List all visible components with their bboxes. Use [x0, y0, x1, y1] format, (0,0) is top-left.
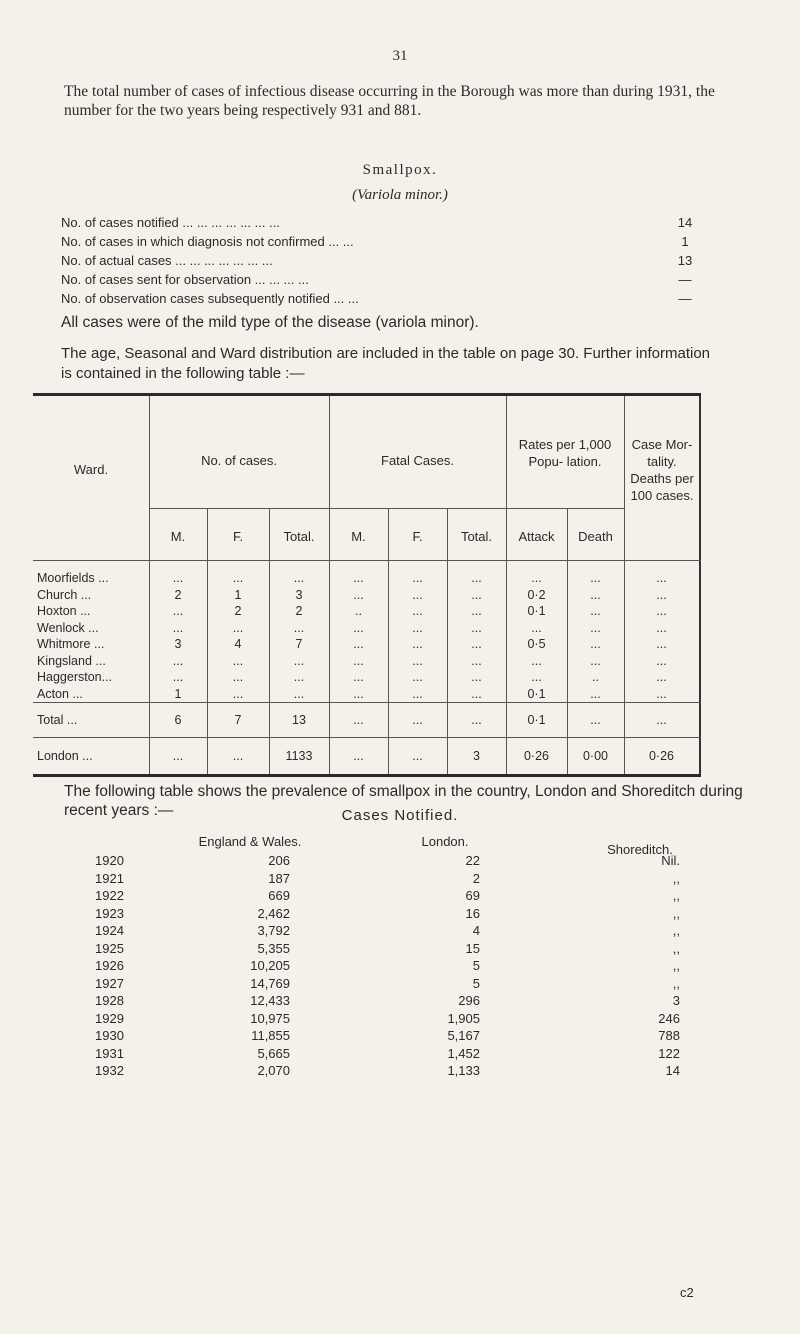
ward-cell-ft: ... [471, 604, 482, 618]
ward-cell-ff: ... [412, 587, 423, 602]
ward-cell-m: ... [172, 604, 184, 618]
cases-cell-london: 4 [472, 923, 480, 938]
cases-cell-england: 10,975 [250, 1010, 290, 1026]
ward-cell-attack: 0·5 [527, 637, 546, 651]
ward-name: Moorfields ... [37, 571, 109, 585]
ward-cell-m: 1 [174, 686, 182, 701]
cases-cell-shoreditch: 788 [658, 1028, 680, 1043]
ward-cell-ff: ... [412, 571, 423, 585]
ward-name: Whitmore ... [37, 637, 105, 651]
cases-cell-london: 15 [465, 940, 480, 956]
header-england-wales: England & Wales. [198, 834, 302, 849]
header-f: F. [232, 529, 244, 544]
ward-cell-m: 6 [174, 713, 182, 727]
cases-cell-london: 5 [472, 975, 480, 991]
cases-cell-england: 2,070 [257, 1063, 290, 1078]
row-divider [33, 737, 701, 738]
stat-label: No. of cases in which diagnosis not confirmed ... ... [61, 234, 354, 249]
stat-row [61, 251, 713, 270]
ward-cell-fm: ... [353, 587, 364, 602]
ward-cell-death: ... [590, 604, 601, 618]
cases-cell-shoreditch: 122 [658, 1045, 680, 1061]
ward-cell-f: 7 [234, 713, 242, 727]
cases-cell-shoreditch: ,, [672, 870, 680, 886]
ward-cell-ff: ... [412, 713, 423, 727]
ward-cell-mort: ... [656, 653, 667, 668]
ward-cell-mort: ... [656, 713, 667, 727]
cases-cell-england: 187 [268, 870, 290, 886]
page-number: 31 [392, 48, 408, 64]
header-no-of-cases: No. of cases. [201, 453, 277, 468]
cases-cell-year: 1928 [95, 993, 124, 1008]
ward-cell-f: ... [232, 686, 244, 701]
ward-cell-mort: 0·26 [648, 749, 675, 763]
header-fatal-total: Total. [460, 529, 493, 544]
cases-row [0, 852, 800, 869]
ward-cell-mort: ... [656, 571, 667, 585]
stat-value: — [678, 291, 692, 306]
ward-cell-m: ... [172, 653, 184, 668]
ward-cell-death: ... [590, 713, 601, 727]
cases-cell-london: 1,133 [447, 1063, 480, 1078]
ward-cell-death: ... [590, 653, 601, 668]
ward-cell-total: 7 [295, 637, 303, 651]
row-divider [149, 508, 624, 509]
cases-row [0, 887, 800, 904]
smallpox-stats [61, 213, 713, 308]
cases-cell-england: 14,769 [250, 975, 290, 991]
ward-cell-f: ... [232, 749, 244, 763]
cases-row [0, 1062, 800, 1079]
ward-cell-total: ... [293, 670, 305, 684]
ward-cell-death: ... [590, 620, 601, 635]
cases-cell-london: 1,905 [447, 1010, 480, 1026]
cases-cell-london: 296 [458, 993, 480, 1008]
ward-cell-attack: 0·2 [527, 587, 546, 602]
ward-cell-mort: ... [656, 686, 667, 701]
cases-cell-london: 2 [472, 870, 480, 886]
cases-cell-shoreditch: Nil. [661, 853, 680, 868]
ward-cell-ff: ... [412, 604, 423, 618]
ward-cell-total: 1133 [285, 749, 313, 763]
ward-cell-f: 4 [234, 637, 242, 651]
cases-cell-england: 3,792 [257, 923, 290, 938]
ward-cell-ft: ... [471, 620, 482, 635]
cases-cell-england: 206 [268, 853, 290, 868]
cases-row [0, 975, 800, 992]
stat-value: — [678, 272, 692, 287]
cases-cell-london: 5 [472, 958, 480, 973]
stat-row [61, 213, 713, 232]
ward-name: Kingsland ... [37, 653, 106, 668]
cases-cell-england: 5,665 [257, 1045, 290, 1061]
cases-cell-shoreditch: ,, [672, 923, 680, 938]
ward-cell-attack: ... [531, 670, 542, 684]
intro-paragraph: The total number of cases of infectious disease occurring in the Borough was more than during 1931, the number for the two years being respectively 931 and 881. [64, 83, 715, 119]
ward-cell-attack: 0·1 [527, 604, 546, 618]
cases-cell-shoreditch: ,, [672, 888, 680, 903]
ward-name: Church ... [37, 587, 92, 602]
cases-row [0, 1027, 800, 1044]
header-death: Death [578, 529, 613, 544]
stat-label: No. of cases notified ... ... ... ... ... ... ... [61, 215, 280, 230]
distribution-note: The age, Seasonal and Ward distribution are included in the table on page 30. Further information is contained in the following table :— [61, 345, 711, 382]
cases-cell-year: 1932 [95, 1063, 124, 1078]
ward-name: Acton ... [37, 686, 83, 701]
ward-cell-death: .. [592, 670, 599, 684]
ward-cell-ft: ... [471, 571, 482, 585]
cases-row [0, 1010, 800, 1027]
cases-row [0, 940, 800, 957]
ward-cell-ff: ... [412, 749, 423, 763]
stat-row [61, 270, 713, 289]
cases-cell-shoreditch: 14 [665, 1063, 680, 1078]
footer-mark: c2 [680, 1285, 694, 1300]
ward-cell-m: ... [172, 620, 184, 635]
ward-cell-ft: ... [471, 637, 482, 651]
cases-cell-england: 11,855 [251, 1028, 290, 1043]
header-case-mortality: Case Mor- tality. Deaths per 100 cases. [630, 437, 694, 503]
stat-value: 13 [677, 253, 693, 268]
ward-cell-ft: ... [471, 686, 482, 701]
cases-cell-shoreditch: 3 [672, 993, 680, 1008]
row-divider [33, 702, 701, 703]
stat-value: 14 [677, 215, 693, 230]
cases-cell-england: 10,205 [250, 958, 290, 973]
stat-label: No. of observation cases subsequently notified ... ... [61, 291, 359, 306]
cases-cell-year: 1930 [95, 1028, 124, 1043]
ward-cell-fm: ... [353, 713, 364, 727]
ward-cell-total: 3 [295, 587, 303, 602]
stat-row [61, 289, 713, 308]
ward-cell-ff: ... [412, 653, 423, 668]
header-fatal-cases: Fatal Cases. [381, 453, 454, 468]
ward-cell-fm: ... [353, 686, 364, 701]
ward-cell-total: 13 [292, 713, 306, 727]
ward-cell-fm: ... [353, 749, 364, 763]
ward-cell-fm: ... [353, 571, 364, 585]
ward-name: London ... [37, 749, 93, 763]
cases-cell-year: 1924 [95, 923, 124, 938]
ward-name: Haggerston... [37, 670, 113, 684]
cases-cell-year: 1922 [95, 888, 124, 903]
ward-cell-mort: ... [656, 587, 667, 602]
ward-cell-f: ... [232, 670, 244, 684]
ward-cell-death: ... [590, 587, 601, 602]
ward-cell-death: ... [590, 571, 601, 585]
cases-cell-year: 1926 [95, 958, 124, 973]
cases-cell-london: 5,167 [447, 1028, 480, 1043]
cases-cell-london: 1,452 [447, 1045, 480, 1061]
ward-cell-total: ... [293, 686, 305, 701]
ward-cell-total: 2 [295, 604, 303, 618]
section-subtitle: (Variola minor.) [352, 187, 448, 203]
stat-label: No. of cases sent for observation ... ... ... ... [61, 272, 309, 287]
ward-cell-fm: ... [353, 620, 364, 635]
cases-cell-year: 1927 [95, 975, 124, 991]
ward-cell-ff: ... [412, 620, 423, 635]
cases-cell-shoreditch: 246 [658, 1010, 680, 1026]
cases-row [0, 992, 800, 1009]
ward-cell-mort: ... [656, 637, 667, 651]
ward-cell-attack: 0·26 [523, 749, 550, 763]
mild-type-note: All cases were of the mild type of the disease (variola minor). [61, 314, 479, 331]
cases-row [0, 905, 800, 922]
section-title: Smallpox. [362, 162, 438, 178]
cases-row [0, 870, 800, 887]
ward-cell-attack: ... [531, 571, 542, 585]
ward-cell-attack: 0·1 [527, 686, 546, 701]
ward-cell-death: ... [590, 637, 601, 651]
ward-cell-f: 1 [234, 587, 242, 602]
stat-row [61, 232, 713, 251]
cases-cell-year: 1929 [95, 1010, 124, 1026]
header-attack: Attack [518, 529, 555, 544]
cases-intro: The following table shows the prevalence of smallpox in the country, London and Shoreditch during recent years :— [64, 783, 743, 819]
ward-cell-total: ... [293, 653, 305, 668]
header-rates: Rates per 1,000 Popu- lation. [518, 437, 612, 469]
cases-cell-london: 16 [465, 905, 480, 921]
ward-cell-fm: ... [353, 637, 364, 651]
ward-cell-ff: ... [412, 686, 423, 701]
ward-cell-total: ... [293, 620, 305, 635]
ward-cell-ft: ... [471, 670, 482, 684]
ward-cell-death: 0·00 [582, 749, 609, 763]
cases-cell-england: 2,462 [257, 905, 290, 921]
ward-cell-ft: 3 [473, 749, 480, 763]
cases-cell-london: 69 [465, 888, 480, 903]
ward-cell-death: ... [590, 686, 601, 701]
ward-cell-m: ... [172, 749, 184, 763]
header-fatal-m: M. [351, 529, 366, 544]
header-total: Total. [283, 529, 315, 544]
cases-cell-year: 1925 [95, 940, 124, 956]
header-london: London. [421, 834, 469, 849]
row-divider [33, 560, 701, 561]
ward-name: Total ... [37, 713, 78, 727]
ward-cell-mort: ... [656, 620, 667, 635]
cases-cell-shoreditch: ,, [672, 940, 680, 956]
ward-cell-f: ... [232, 571, 244, 585]
ward-cell-m: 3 [174, 637, 182, 651]
header-shoreditch: Shoreditch. [607, 842, 673, 857]
ward-cell-attack: ... [531, 620, 542, 635]
ward-cell-m: 2 [174, 587, 182, 602]
ward-cell-mort: ... [656, 670, 667, 684]
cases-row [0, 922, 800, 939]
ward-cell-ft: ... [471, 653, 482, 668]
cases-cell-shoreditch: ,, [672, 905, 680, 921]
header-fatal-f: F. [412, 529, 423, 544]
ward-cell-ff: ... [412, 670, 423, 684]
ward-cell-total: ... [293, 571, 305, 585]
cases-cell-england: 5,355 [257, 940, 290, 956]
cases-cell-year: 1920 [95, 853, 124, 868]
cases-title: Cases Notified. [341, 807, 459, 824]
cases-cell-shoreditch: ,, [672, 975, 680, 991]
ward-cell-ft: ... [471, 713, 482, 727]
ward-cell-attack: 0·1 [527, 713, 546, 727]
ward-cell-ft: ... [471, 587, 482, 602]
ward-table [33, 393, 701, 777]
ward-cell-fm: ... [353, 670, 364, 684]
stat-label: No. of actual cases ... ... ... ... ... ... ... [61, 253, 273, 268]
ward-cell-m: ... [172, 571, 184, 585]
ward-cell-fm: ... [353, 653, 364, 668]
cases-cell-england: 12,433 [250, 993, 290, 1008]
ward-cell-m: ... [172, 670, 184, 684]
ward-cell-fm: .. [355, 604, 362, 618]
ward-cell-ff: ... [412, 637, 423, 651]
cases-cell-year: 1921 [95, 870, 124, 886]
cases-row [0, 1045, 800, 1062]
ward-cell-f: 2 [234, 604, 242, 618]
cases-row [0, 957, 800, 974]
cases-cell-year: 1923 [95, 905, 124, 921]
cases-cell-shoreditch: ,, [672, 958, 680, 973]
header-ward: Ward. [73, 462, 109, 477]
stat-value: 1 [681, 234, 689, 249]
cases-cell-london: 22 [465, 853, 480, 868]
cases-cell-year: 1931 [95, 1045, 124, 1061]
ward-cell-attack: ... [531, 653, 542, 668]
ward-name: Wenlock ... [37, 620, 99, 635]
header-m: M. [170, 529, 186, 544]
ward-cell-f: ... [232, 620, 244, 635]
ward-cell-mort: ... [656, 604, 667, 618]
ward-cell-f: ... [232, 653, 244, 668]
cases-cell-england: 669 [268, 888, 290, 903]
column-divider [699, 396, 701, 774]
ward-name: Hoxton ... [37, 604, 91, 618]
